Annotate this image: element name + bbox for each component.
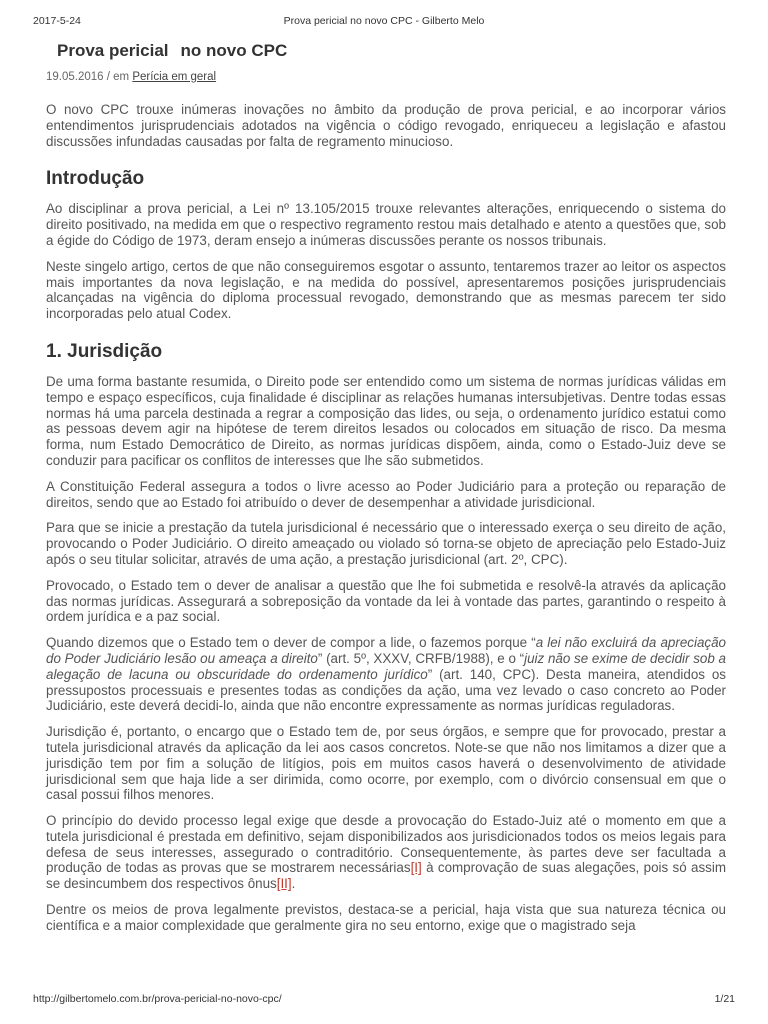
section-heading-jurisdicao: 1. Jurisdição [46,340,163,362]
post-date: 19.05.2016 [46,71,104,83]
page-title [57,41,287,61]
print-document-title: Prova pericial no novo CPC - Gilberto Melo [283,15,485,27]
print-footer [33,993,735,1007]
meta-separator: / em [103,71,133,83]
print-url: http://gilbertomelo.com.br/prova-pericial-no-novo-cpc/ [33,993,282,1005]
footnote-link[interactable]: [II] [276,876,292,892]
paragraph: Dentre os meios de prova legalmente previstos, destaca-se a pericial, haja vista que sua natureza técnica ou científica e a maior complexidade que geralmente gira no seu entorno, exige que o magistrado seja [46,902,726,933]
text-run: Quando dizemos que o Estado tem o dever de compor a lide, o fazemos porque “ [46,635,536,651]
text-run: à comprovação de suas alegações, pois só assim se desincumbem dos respectivos ônus [46,860,726,892]
page-title-part2: no novo CPC [180,41,288,60]
post-meta [46,71,216,83]
text-run: ” (art. 5º, XXXV, CRFB/1988), e o “ [317,650,525,666]
text-run: O princípio do devido processo legal exige que desde a provocação do Estado-Juiz até o momento em que a tutela jurisdicional é prestada em definitivo, sejam disponibilizados aos jurisdicionados todos os meios legais para defesa de seus interesses, assegurado o contraditório. Consequentemente, às partes deve ser facultada a produção de todas as provas que se mostrarem necessárias [46,813,726,876]
paragraph: Jurisdição é, portanto, o encargo que o Estado tem de, por seus órgãos, e sempre que for provocado, prestar a tutela jurisdicional através da aplicação da lei aos casos concretos. Note-se que não nos limitamos a dizer que a jurisdição tem por fim a solução de litígios, pois em muitos casos haverá o desenvolvimento de atividade jurisdicional sem que haja lide a ser dirimida, como ocorre, por exemplo, com o divórcio consensual em que o casal possui filhos menores. [46,724,726,803]
page-number: 1/21 [714,993,735,1005]
text-run: ” (art. 140, CPC). Desta maneira, atendidos os pressupostos processuais e presentes todas as condições da ação, uma vez levado o caso concreto ao Poder Judiciário, este deverá decidi-lo, ainda que não encontre expressamente as normas jurídicas reguladoras. [46,666,726,714]
quote-cpc: juiz não se exime de decidir sob a alegação de lacuna ou obscuridade do ordenamento jurídico [46,650,727,682]
paragraph: Ao disciplinar a prova pericial, a Lei nº 13.105/2015 trouxe relevantes alterações, enriquecendo o sistema do direito positivado, na medida em que o respectivo regramento restou mais detalhado e atento a questões que, sob a égide do Código de 1973, deram ensejo a inúmeras discussões perante os nossos tribunais. [46,201,726,248]
article-content [46,102,726,944]
page-title-part1: Prova pericial [57,41,169,60]
text-run: . [291,876,296,892]
quote-constitution: a lei não excluirá da apreciação do Poder Judiciário lesão ou ameaça a direito [46,635,726,666]
paragraph: De uma forma bastante resumida, o Direito pode ser entendido como um sistema de normas jurídicas válidas em tempo e espaço específicos, cuja finalidade é disciplinar as relações humanas intersubjetivas. Dentre todas essas normas há uma parcela destinada a regrar a composição das lides, ou seja, o ordenamento jurídico estatui como as pessoas devem agir na hipótese de terem direitos lesados ou colocados em situação de risco. Da mesma forma, num Estado Democrático de Direito, as normas jurídicas dispõem, ainda, como o Estado-Juiz deve se conduzir para pacificar os conflitos de interesses que lhe são submetidos. [46,373,726,468]
category-link[interactable]: Perícia em geral [132,71,217,83]
print-header [33,15,735,29]
paragraph-with-quotes [46,635,726,714]
print-date: 2017-5-24 [33,15,81,27]
paragraph: Neste singelo artigo, certos de que não conseguiremos esgotar o assunto, tentaremos trazer ao leitor os aspectos mais importantes da nova legislação, e na medida do possível, apresentaremos posições jurisprudenciais alcançadas na vigência do diploma processual revogado, demonstrando que as mesmas parecem ter sido incorporadas pelo atual Codex. [46,258,726,322]
paragraph: A Constituição Federal assegura a todos o livre acesso ao Poder Judiciário para a proteção ou reparação de direitos, sendo que ao Estado foi atribuído o dever de desempenhar a atividade jurisdicional. [46,478,726,510]
paragraph: Provocado, o Estado tem o dever de analisar a questão que lhe foi submetida e resolvê-la através da aplicação das normas jurídicas. Assegurará a sobreposição da vontade da lei à vontade das partes, garantindo o respeito à ordem jurídica e a paz social. [46,577,726,625]
paragraph-with-footnotes [46,813,726,892]
section-heading-introducao: Introdução [46,168,145,190]
footnote-link[interactable]: [I] [410,860,422,876]
paragraph: Para que se inicie a prestação da tutela jurisdicional é necessário que o interessado exerça o seu direito de ação, provocando o Poder Judiciário. O direito ameaçado ou violado só torna-se objeto de apreciação pelo Estado-Juiz após o seu titular solicitar, através de uma ação, a prestação jurisdicional (art. 2º, CPC). [46,520,726,567]
intro-paragraph: O novo CPC trouxe inúmeras inovações no âmbito da produção de prova pericial, e ao incorporar vários entendimentos jurisprudenciais adotados na vigência o código revogado, enriqueceu a legislação e afastou discussões infundadas causadas por falta de regramento minucioso. [46,102,726,149]
